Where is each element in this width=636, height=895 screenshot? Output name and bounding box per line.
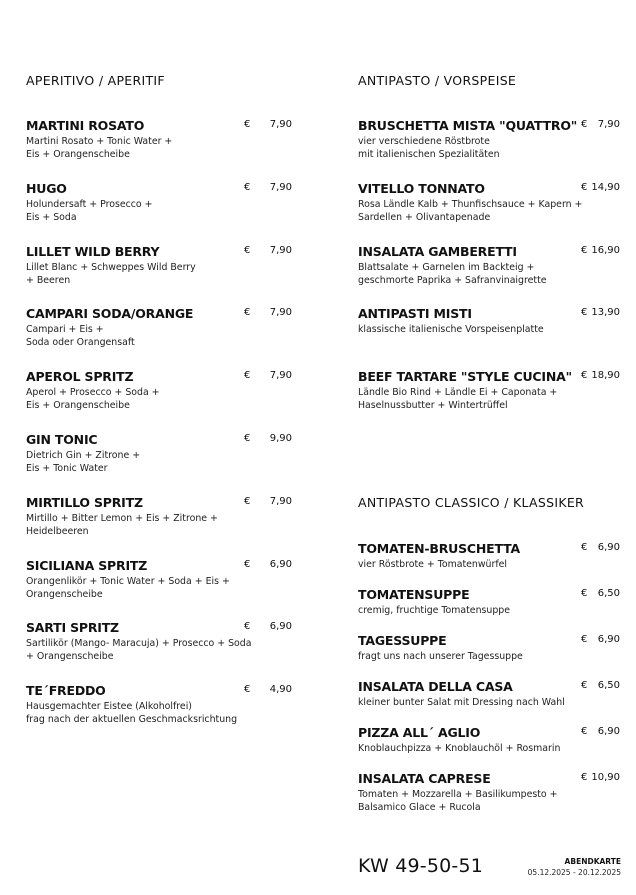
item-currency: €: [581, 726, 588, 737]
menu-item: [26, 369, 296, 412]
menu-type-label: ABENDKARTE: [564, 857, 621, 866]
item-name: TOMATENSUPPE: [358, 587, 470, 602]
menu-item: [358, 118, 624, 161]
menu-item: [26, 558, 296, 601]
item-price: 7,90: [269, 182, 292, 193]
item-currency: €: [244, 496, 251, 507]
item-description: vier verschiedene Röstbrote mit italienischen Spezialitäten: [358, 136, 500, 160]
menu-item: [26, 306, 296, 349]
item-price: 7,90: [269, 307, 292, 318]
item-currency: €: [581, 772, 588, 783]
item-currency: €: [581, 307, 588, 318]
item-name: CAMPARI SODA/ORANGE: [26, 306, 194, 321]
item-description: Tomaten + Mozzarella + Basilikumpesto + Balsamico Glace + Rucola: [358, 789, 558, 813]
item-currency: €: [244, 433, 251, 444]
item-description: Aperol + Prosecco + Soda + Eis + Orangenscheibe: [26, 387, 160, 411]
item-currency: €: [244, 684, 251, 695]
item-currency: €: [244, 182, 251, 193]
item-price: 7,90: [269, 496, 292, 507]
item-name: LILLET WILD BERRY: [26, 244, 160, 259]
menu-item: [358, 541, 624, 572]
item-price: 6,90: [597, 726, 620, 737]
item-currency: €: [581, 245, 588, 256]
item-price: 6,90: [597, 634, 620, 645]
item-currency: €: [244, 245, 251, 256]
classico-section-title: ANTIPASTO CLASSICO / KLASSIKER: [358, 495, 585, 510]
item-currency: €: [581, 542, 588, 553]
item-name: BRUSCHETTA MISTA "QUATTRO": [358, 118, 578, 133]
item-price: 7,90: [269, 245, 292, 256]
menu-item: [358, 587, 624, 618]
item-price: 6,50: [597, 588, 620, 599]
item-description: kleiner bunter Salat mit Dressing nach Wahl: [358, 697, 565, 708]
menu-item: [26, 683, 296, 726]
item-name: TE´FREDDO: [26, 683, 106, 698]
item-name: MIRTILLO SPRITZ: [26, 495, 143, 510]
menu-item: [358, 771, 624, 814]
menu-item: [26, 244, 296, 287]
item-price: 13,90: [591, 307, 620, 318]
item-currency: €: [581, 119, 588, 130]
item-name: INSALATA CAPRESE: [358, 771, 491, 786]
menu-item: [26, 495, 296, 538]
menu-item: [358, 633, 624, 664]
menu-item: [358, 306, 624, 337]
menu-item: [26, 432, 296, 475]
menu-item: [358, 679, 624, 710]
item-description: Mirtillo + Bitter Lemon + Eis + Zitrone + Heidelbeeren: [26, 513, 218, 537]
validity-dates: 05.12.2025 - 20.12.2025: [527, 868, 621, 877]
item-name: PIZZA ALL´ AGLIO: [358, 725, 481, 740]
item-price: 4,90: [269, 684, 292, 695]
item-description: fragt uns nach unserer Tagessuppe: [358, 651, 523, 662]
item-price: 14,90: [591, 182, 620, 193]
item-currency: €: [244, 370, 251, 381]
item-price: 9,90: [269, 433, 292, 444]
item-description: Holundersaft + Prosecco + Eis + Soda: [26, 199, 153, 223]
calendar-weeks-label: KW 49-50-51: [358, 855, 484, 877]
item-name: APEROL SPRITZ: [26, 369, 134, 384]
antipasto-section-title: ANTIPASTO / VORSPEISE: [358, 73, 517, 88]
item-currency: €: [581, 634, 588, 645]
item-description: Hausgemachter Eistee (Alkoholfrei) frag nach der aktuellen Geschmacksrichtung: [26, 701, 238, 725]
aperitivo-section-title: APERITIVO / APERITIF: [26, 73, 165, 88]
item-description: Campari + Eis + Soda oder Orangensaft: [26, 324, 135, 348]
item-description: Rosa Ländle Kalb + Thunfischsauce + Kapern + Sardellen + Olivantapenade: [358, 199, 583, 223]
item-price: 7,90: [269, 119, 292, 130]
item-description: Lillet Blanc + Schweppes Wild Berry + Beeren: [26, 262, 196, 286]
item-description: Ländle Bio Rind + Ländle Ei + Caponata + Haselnussbutter + Wintertrüffel: [358, 387, 558, 411]
item-price: 6,90: [269, 559, 292, 570]
item-description: vier Röstbrote + Tomatenwürfel: [358, 559, 508, 570]
item-name: BEEF TARTARE "STYLE CUCINA": [358, 369, 572, 384]
item-currency: €: [581, 588, 588, 599]
item-name: MARTINI ROSATO: [26, 118, 145, 133]
item-name: HUGO: [26, 181, 67, 196]
menu-item: [26, 181, 296, 224]
menu-item: [358, 725, 624, 756]
menu-item: [358, 181, 624, 224]
item-name: TAGESSUPPE: [358, 633, 447, 648]
item-name: TOMATEN-BRUSCHETTA: [358, 541, 520, 556]
item-currency: €: [244, 119, 251, 130]
menu-item: [26, 118, 296, 161]
item-currency: €: [581, 182, 588, 193]
item-description: Knoblauchpizza + Knoblauchöl + Rosmarin: [358, 743, 561, 754]
item-name: VITELLO TONNATO: [358, 181, 485, 196]
item-price: 18,90: [591, 370, 620, 381]
menu-item: [358, 244, 624, 287]
item-currency: €: [244, 621, 251, 632]
menu-item: [358, 369, 624, 412]
item-name: SICILIANA SPRITZ: [26, 558, 148, 573]
item-description: Martini Rosato + Tonic Water + Eis + Orangenscheibe: [26, 136, 173, 160]
menu-item: [26, 620, 296, 663]
item-name: INSALATA DELLA CASA: [358, 679, 513, 694]
item-name: GIN TONIC: [26, 432, 98, 447]
item-description: Dietrich Gin + Zitrone + Eis + Tonic Water: [26, 450, 141, 474]
item-currency: €: [244, 307, 251, 318]
item-name: ANTIPASTI MISTI: [358, 306, 472, 321]
item-name: INSALATA GAMBERETTI: [358, 244, 517, 259]
item-description: Sartilikör (Mango- Maracuja) + Prosecco + Soda + Orangenscheibe: [26, 638, 252, 662]
item-name: SARTI SPRITZ: [26, 620, 119, 635]
item-description: Blattsalate + Garnelen im Backteig + geschmorte Paprika + Safranvinaigrette: [358, 262, 547, 286]
item-currency: €: [581, 370, 588, 381]
item-description: Orangenlikör + Tonic Water + Soda + Eis + Orangenscheibe: [26, 576, 230, 600]
item-currency: €: [581, 680, 588, 691]
item-price: 7,90: [597, 119, 620, 130]
item-currency: €: [244, 559, 251, 570]
item-description: klassische italienische Vorspeisenplatte: [358, 324, 544, 335]
item-price: 6,90: [269, 621, 292, 632]
item-price: 7,90: [269, 370, 292, 381]
item-price: 16,90: [591, 245, 620, 256]
item-description: cremig, fruchtige Tomatensuppe: [358, 605, 511, 616]
item-price: 6,50: [597, 680, 620, 691]
item-price: 10,90: [591, 772, 620, 783]
item-price: 6,90: [597, 542, 620, 553]
